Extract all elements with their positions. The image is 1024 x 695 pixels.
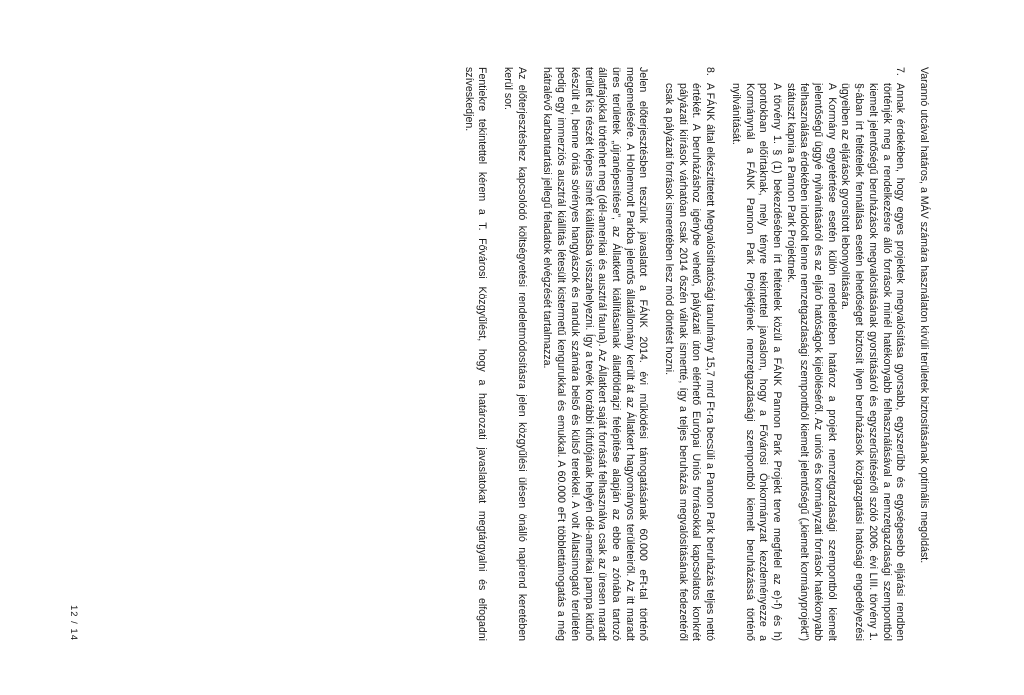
item-number: 7. <box>894 66 907 76</box>
item-body <box>661 83 716 641</box>
agenda-paragraph: Az előterjesztéshez kapcsolódó költségvetési rendeletmódosításra jelen közgyűlési ülésen önálló napirend keretében kerül sor. <box>502 66 528 641</box>
page-number: 12 / 14 <box>67 604 79 641</box>
item-number: 8. <box>704 66 717 76</box>
intro-paragraph: Varannó utcával határos, a MÁV számára használaton kívüli területek biztosításának optimális megoldást. <box>918 66 930 563</box>
closing-paragraph: Fentiekre tekintettel kérem a T. Fővárosi Közgyűlést, hogy a határozati javaslatokat megtárgyalni és elfogadni szíveskedjen. <box>462 66 489 641</box>
item-7-paragraph-3: A törvény 1. § (1) bekezdésében írt feltételek közül a FÁNK Pannon Park Projekt terve megfelel az e)-f) és h) pontokban előírtaknak, mely tényre tekintettel javaslom, hogy a Fővárosi Önkormányzat kezdeményezze a Kormánynál a FÁNK Pannon Park Projektjének nemzetgazdasági szempontból kiemelt beruházássá történő nyilvánítását. <box>729 82 783 641</box>
item-7-paragraph-2: A Kormány egyetértése esetén külön rendeletében határoz a projekt nemzetgazdasági szempontból kiemelt jelentőségű üggyé nyilvánításáról és az eljáró hatóságok kijelöléséről. Az uniós és kormányzati források hatékonyabb felhasználása érdekében indokolt lenne nemzetgazdasági szempontból kiemelt jelentőségű („kiemelt kormányprojekt”) státuszt kapnia a Pannon Park Projektnek. <box>784 82 838 641</box>
item-body <box>728 83 906 641</box>
budget-paragraph: Jelen előterjesztésben teszünk javaslatot a FÁNK 2014. évi működési támogatásának 60.000 eFt-tal történő megemelésére. A Holnemvolt Parkba jelentős állatállomány került át az Állatkert hagyományos területeiről. Az itt maradt üres területek „újranépesítése”, az Állatkert kiállításainak állatföldrajzi felépítése alapján az ebbe a zónába tartozó állatfajokkal történhet meg (dél-amerikai és ausztrál fauna). Az Állatkert saját forrását felhasználva csak az üresen maradt terület kis részét képes ismét kiállításba visszahelyezni. Így a tevék korábbi kifutójának helyén dél-amerikai pampa kitűnő készült el, benne óriás sörényes hangyászok és nanduk számára belső és külső terekkel. A volt Állatsimogató területén pedig egy immerziós ausztrál kiállítás létesült kistermetű kengurukkal és emukkal. A 60.000 eFt többlettámogatás a még hátralévő karbantartási jellegű feladatok elvégzését tartalmazza. <box>541 66 650 641</box>
list-item-8 <box>661 67 716 641</box>
item-8-paragraph-1: A FÁNK által elkészíttetett Megvalósíthatósági tanulmány 15,7 mrd Ft-ra becsüli a Pannon Park beruházás teljes nettó értékét. A beruházáshoz igénybe vehető, pályázati úton elérhető Európai Uniós forrásokkal kapcsolatos konkrét pályázati kiírások várhatóan csak 2014 őszén válnak ismertté, így a teljes beruházás megvalósításának fedezetéről csak a pályázati források ismeretében lesz mód döntést hozni. <box>663 82 717 641</box>
document-page <box>4 3 1020 693</box>
item-7-paragraph-1: Annak érdekében, hogy egyes projektek megvalósítása gyorsabb, egyszerűbb és egységesebb eljárási rendben történjék meg a rendelkezésre álló források minél hatékonyabb felhasználásával a nemzetgazdasági szempontból kiemelt jelentőségű beruházások megvalósításának gyorsításáról és egyszerűsítéséről szóló 2006. évi LIII. törvény 1. §-ában írt feltételek fennállása esetén lehetőséget biztosít ilyen beruházások közigazgatási hatósági engedélyezési ügyeiben az eljárások gyorsított lebonyolítására. <box>839 82 907 641</box>
list-item-7 <box>728 67 906 641</box>
